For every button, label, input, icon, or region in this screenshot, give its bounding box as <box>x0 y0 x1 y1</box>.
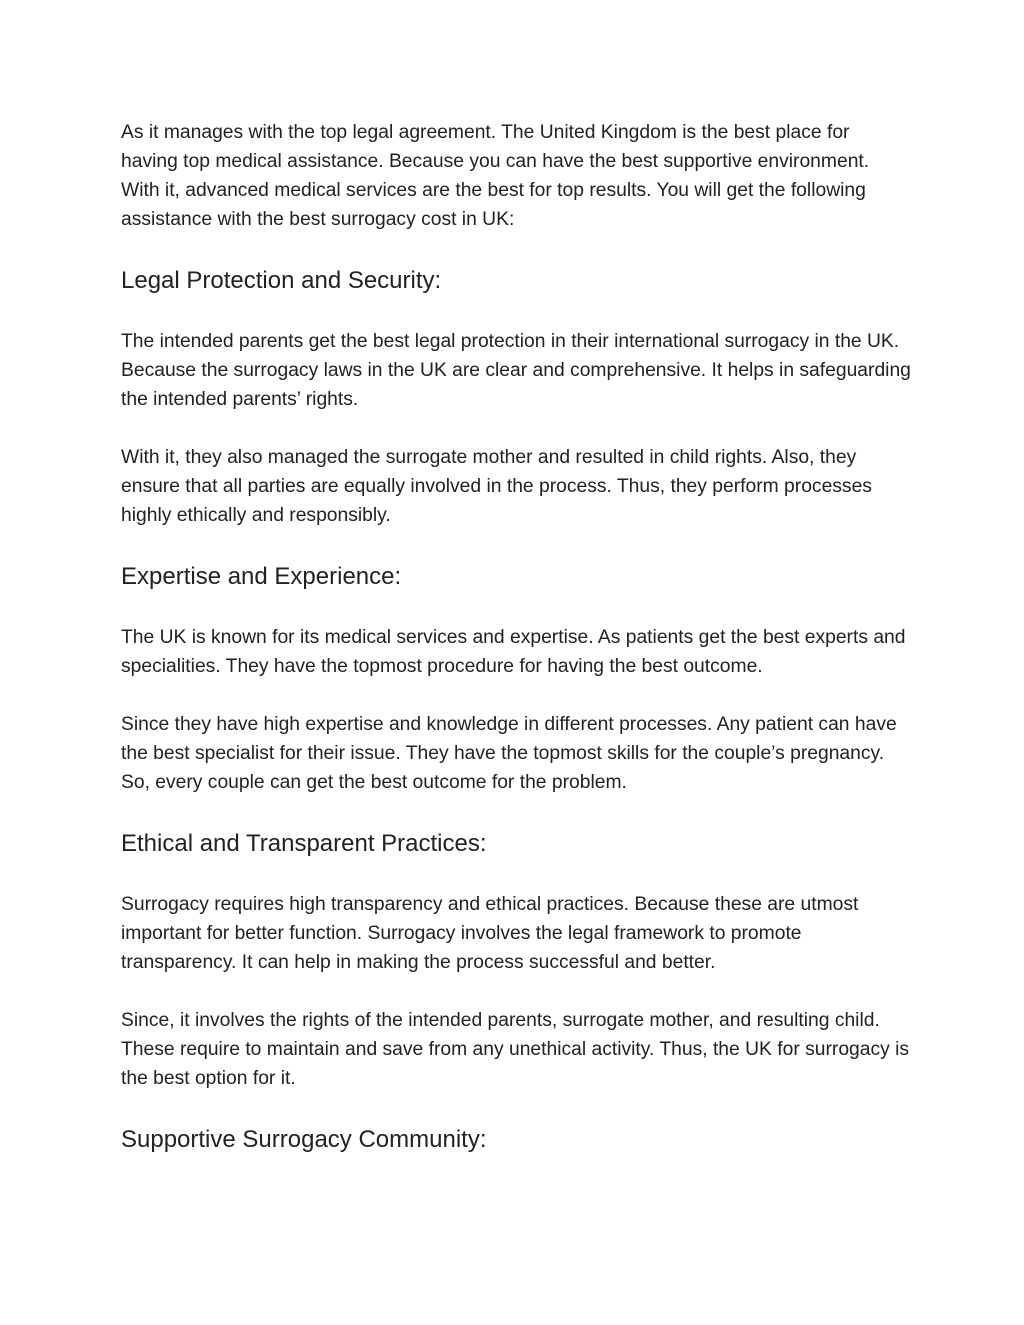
ethical-practices-paragraph-2: Since, it involves the rights of the intended parents, surrogate mother, and resulting child. These require to maintain and save from any unethical activity. Thus, the UK for surrogacy is the best option for it. <box>121 1010 910 1089</box>
expertise-paragraph-2: Since they have high expertise and knowledge in different processes. Any patient can have the best specialist for their issue. They have the topmost skills for the couple’s pregnancy. So, every couple can get the best outcome for the problem. <box>121 714 897 793</box>
legal-protection-paragraph-1: The intended parents get the best legal protection in their international surrogacy in the UK. Because the surrogacy laws in the UK are clear and comprehensive. It helps in safeguarding the intended parents’ rights. <box>121 331 911 410</box>
section-heading-expertise: Expertise and Experience: <box>121 563 402 590</box>
document-page <box>121 118 911 1155</box>
expertise-paragraph-1: The UK is known for its medical services and expertise. As patients get the best experts and specialities. They have the topmost procedure for having the best outcome. <box>121 627 906 677</box>
section-heading-ethical-practices: Ethical and Transparent Practices: <box>121 830 487 857</box>
section-heading-supportive-community: Supportive Surrogacy Community: <box>121 1126 487 1153</box>
ethical-practices-paragraph-1: Surrogacy requires high transparency and ethical practices. Because these are utmost important for better function. Surrogacy involves the legal framework to promote transparency. It can help in making the process successful and better. <box>121 894 859 973</box>
legal-protection-paragraph-2: With it, they also managed the surrogate mother and resulted in child rights. Also, they ensure that all parties are equally involved in the process. Thus, they perform processes highly ethically and responsibly. <box>121 447 872 526</box>
intro-paragraph: As it manages with the top legal agreement. The United Kingdom is the best place for having top medical assistance. Because you can have the best supportive environment. With it, advanced medical services are the best for top results. You will get the following assistance with the best surrogacy cost in UK: <box>121 122 870 230</box>
section-heading-legal-protection: Legal Protection and Security: <box>121 267 442 294</box>
